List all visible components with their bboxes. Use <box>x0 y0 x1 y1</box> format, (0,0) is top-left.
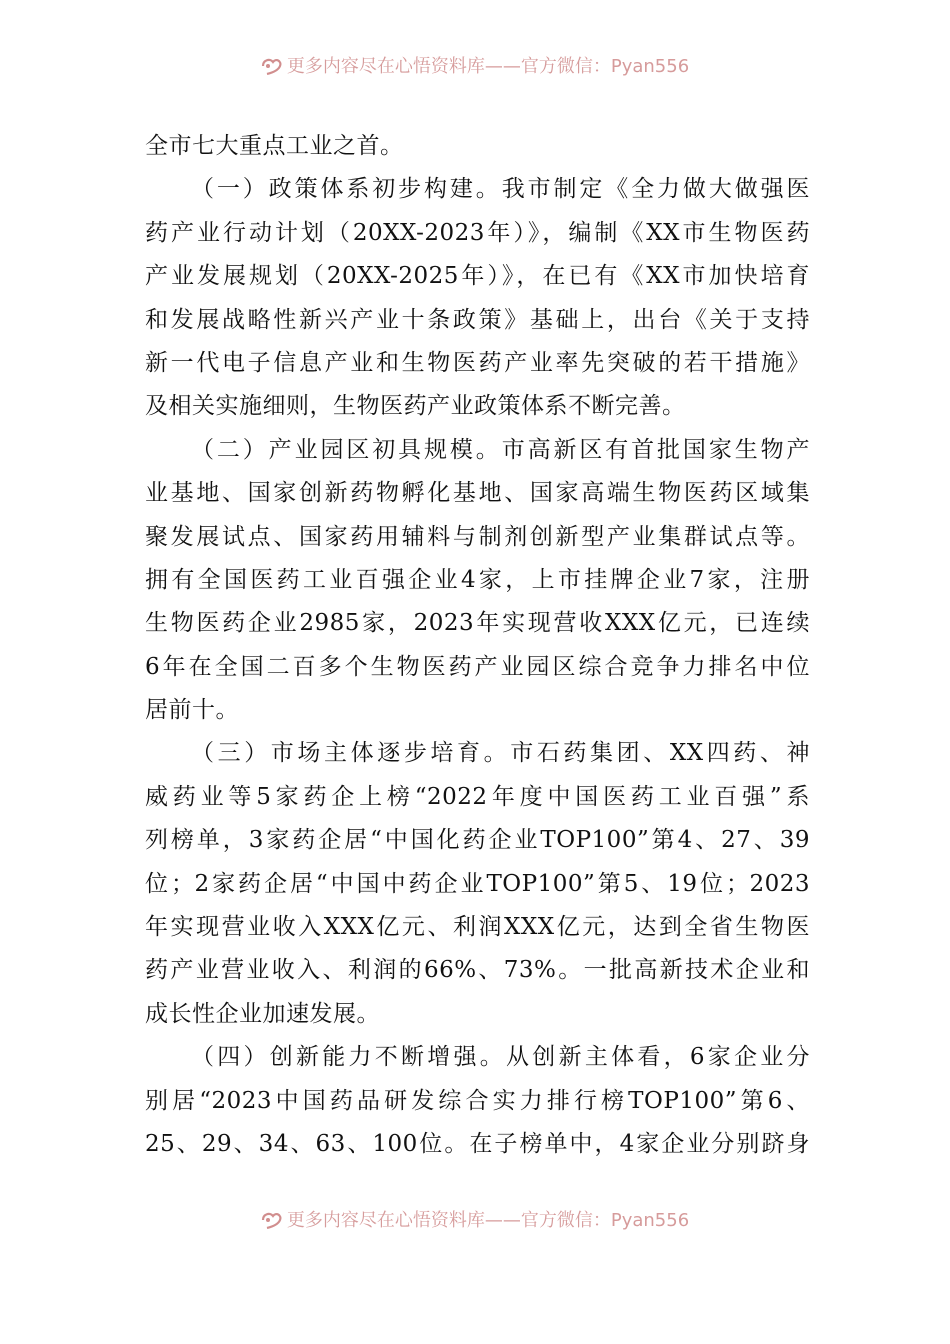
text-line: 威药业等5家药企上榜“2022年度中国医药工业百强”系 <box>145 783 810 810</box>
text-line: 拥有全国医药工业百强企业4家，上市挂牌企业7家，注册 <box>145 566 810 593</box>
text-line: 列榜单，3家药企居“中国化药企业TOP100”第4、27、39 <box>145 827 810 854</box>
brand-logo-icon <box>261 57 283 75</box>
watermark-footer-text: 更多内容尽在心悟资料库——官方微信：Pyan556 <box>286 1210 690 1231</box>
text-line: 新一代电子信息产业和生物医药产业率先突破的若干措施》 <box>145 349 810 376</box>
text-line: 产业发展规划（20XX-2025年）》，在已有《XX市加快培育 <box>145 263 810 290</box>
watermark-header <box>0 52 950 82</box>
watermark-footer <box>0 1206 950 1236</box>
text-line: 药产业营业收入、利润的66%、73%。一批高新技术企业和 <box>145 957 810 984</box>
text-line: 年实现营业收入XXX亿元、利润XXX亿元，达到全省生物医 <box>145 914 810 941</box>
text-line: 6年在全国二百多个生物医药产业园区综合竞争力排名中位 <box>145 653 810 680</box>
text-line: 及相关实施细则，生物医药产业政策体系不断完善。 <box>145 393 686 420</box>
watermark-header-text: 更多内容尽在心悟资料库——官方微信：Pyan556 <box>286 56 690 77</box>
text-line: 居前十。 <box>145 697 239 724</box>
text-line: 药产业行动计划（20XX-2023年）》，编制《XX市生物医药 <box>145 219 810 246</box>
text-line: 全市七大重点工业之首。 <box>145 133 404 159</box>
text-line: 业基地、国家创新药物孵化基地、国家高端生物医药区域集 <box>145 480 810 507</box>
text-line: 和发展战略性新兴产业十条政策》基础上，出台《关于支持 <box>145 306 810 333</box>
text-line: 位；2家药企居“中国中药企业TOP100”第5、19位；2023 <box>145 870 810 897</box>
text-line: 别居“2023中国药品研发综合实力排行榜TOP100”第6、 <box>145 1087 810 1114</box>
brand-logo-icon <box>261 1211 283 1229</box>
text-line: 生物医药企业2985家，2023年实现营收XXX亿元，已连续 <box>145 610 810 637</box>
document-body <box>145 125 810 1166</box>
text-line: （三）市场主体逐步培育。市石药集团、XX四药、神 <box>191 740 810 767</box>
text-line: （四）创新能力不断增强。从创新主体看，6家企业分 <box>191 1044 810 1071</box>
text-line: 25、29、34、63、100位。在子榜单中，4家企业分别跻身 <box>145 1130 810 1157</box>
text-line: （一）政策体系初步构建。我市制定《全力做大做强医 <box>191 176 810 203</box>
text-line: （二）产业园区初具规模。市高新区有首批国家生物产 <box>191 436 810 463</box>
text-line: 聚发展试点、国家药用辅料与制剂创新型产业集群试点等。 <box>145 523 810 550</box>
text-line: 成长性企业加速发展。 <box>145 1000 380 1027</box>
